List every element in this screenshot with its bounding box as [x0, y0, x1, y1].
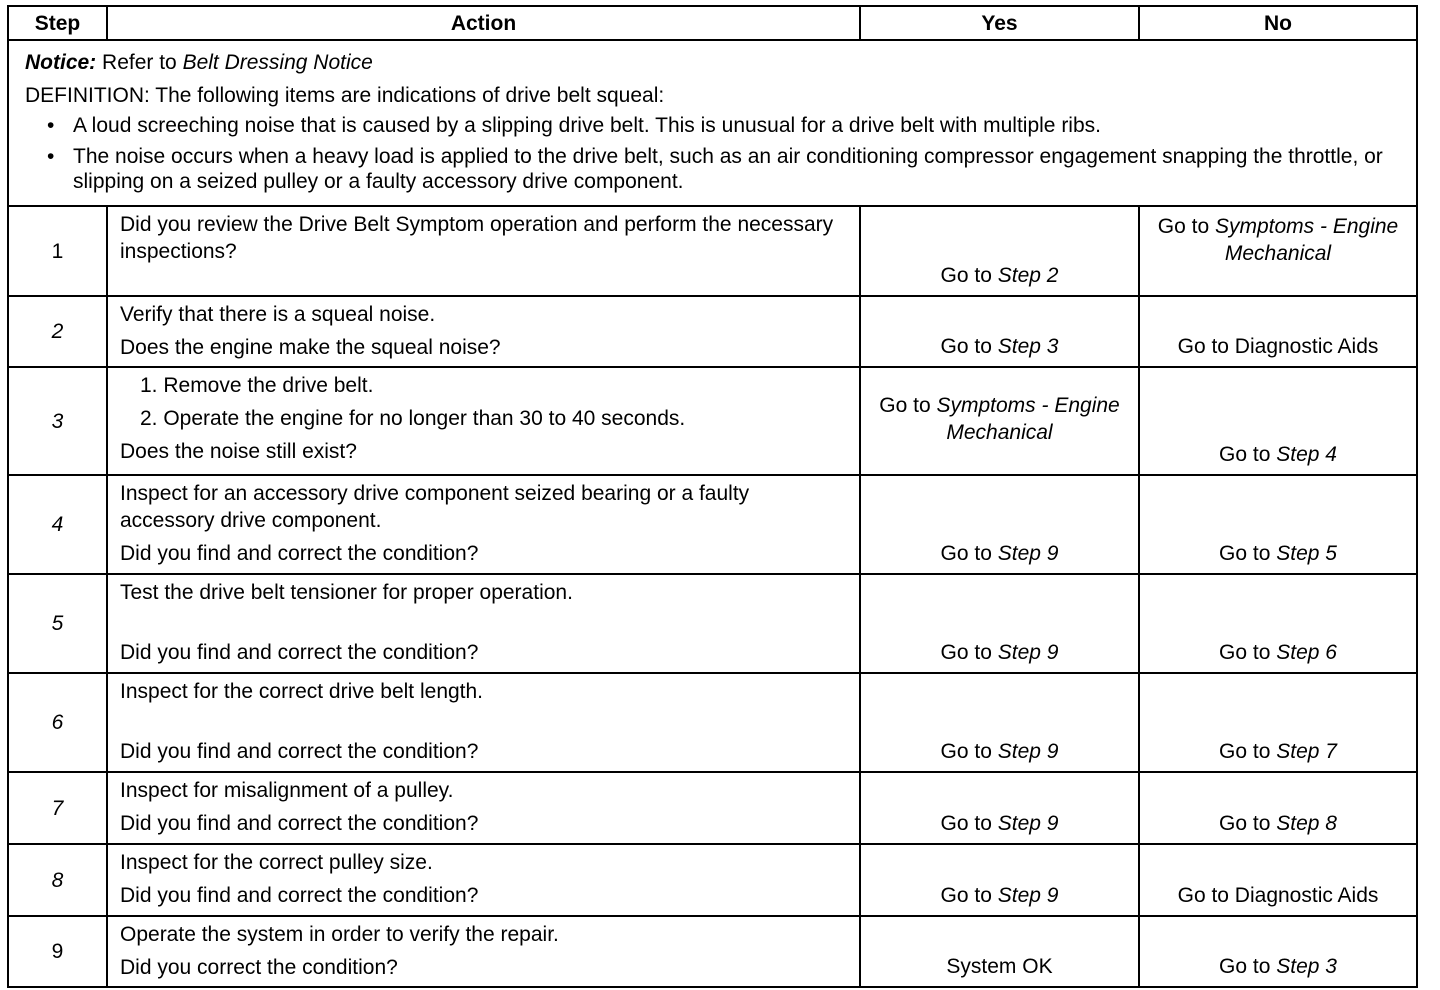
goto-text: Go to: [940, 264, 992, 287]
goto-text: Go to: [940, 884, 992, 907]
question-text: Does the engine make the squeal noise?: [120, 336, 501, 359]
yes-reference: Step 3: [997, 335, 1059, 358]
yes-cell: [860, 367, 1139, 475]
action-text: Inspect for misalignment of a pulley.: [120, 779, 454, 802]
action-cell: [107, 475, 860, 574]
no-text: Go to Diagnostic Aids: [1177, 884, 1379, 907]
list-item: 2. Operate the engine for no longer than 30 to 40 seconds.: [140, 407, 686, 430]
yes-reference: Step 9: [997, 542, 1059, 565]
no-reference: Step 7: [1276, 740, 1337, 763]
goto-text: Go to: [1219, 542, 1271, 565]
goto-text: Go to: [940, 542, 992, 565]
table-row: [8, 475, 1417, 574]
no-reference: Step 4: [1276, 443, 1337, 466]
yes-cell: [860, 916, 1139, 987]
notice-label: Notice:: [25, 50, 97, 74]
no-cell: [1139, 844, 1417, 916]
no-cell: [1139, 206, 1417, 296]
table-row: [8, 673, 1417, 772]
yes-reference: Step 9: [997, 740, 1059, 763]
yes-cell: [860, 844, 1139, 916]
yes-cell: [860, 673, 1139, 772]
step-number: 8: [8, 844, 107, 916]
substep-list: [120, 372, 849, 432]
yes-reference: Step 9: [997, 812, 1059, 835]
no-cell: [1139, 916, 1417, 987]
action-cell: [107, 916, 860, 987]
no-cell: [1139, 475, 1417, 574]
goto-text: Go to: [940, 740, 992, 763]
table-row: [8, 772, 1417, 844]
action-text: Operate the system in order to verify the repair.: [120, 923, 559, 946]
goto-text: Go to: [1219, 812, 1271, 835]
no-reference: Step 8: [1276, 812, 1337, 835]
goto-text: Go to: [879, 394, 931, 417]
notice-cell: [8, 40, 1417, 206]
no-cell: [1139, 367, 1417, 475]
bullet-text: The noise occurs when a heavy load is applied to the drive belt, such as an air conditioning compressor engagement snapping the throttle, or slipping on a seized pulley or a faulty accessory drive component.: [73, 144, 1383, 193]
no-cell: [1139, 296, 1417, 367]
step-number: 1: [8, 206, 107, 296]
step-number: 3: [8, 367, 107, 475]
notice-text: Refer to: [102, 50, 177, 74]
yes-cell: [860, 296, 1139, 367]
question-text: Did you correct the condition?: [120, 956, 398, 979]
goto-text: Go to: [1157, 215, 1210, 238]
notice-row: [8, 40, 1417, 206]
yes-reference: Step 9: [997, 884, 1059, 907]
header-row: [8, 6, 1417, 40]
step-number: 5: [8, 574, 107, 673]
definition-list: [25, 113, 1402, 194]
no-cell: [1139, 772, 1417, 844]
action-cell: [107, 574, 860, 673]
goto-text: Go to: [940, 641, 992, 664]
header-no: No: [1139, 6, 1417, 40]
table-row: [8, 367, 1417, 475]
table-row: [8, 844, 1417, 916]
definition-text: DEFINITION: The following items are indications of drive belt squeal:: [25, 83, 665, 107]
action-cell: [107, 844, 860, 916]
yes-cell: [860, 475, 1139, 574]
step-number: 4: [8, 475, 107, 574]
action-cell: [107, 296, 860, 367]
bullet-icon: •: [47, 144, 55, 168]
step-number: 6: [8, 673, 107, 772]
goto-text: Go to: [940, 335, 992, 358]
action-text: Did you review the Drive Belt Symptom operation and perform the necessary inspections?: [120, 213, 834, 263]
yes-cell: [860, 574, 1139, 673]
header-step: Step: [8, 6, 107, 40]
header-yes: Yes: [860, 6, 1139, 40]
yes-cell: [860, 206, 1139, 296]
notice-reference: Belt Dressing Notice: [182, 50, 373, 74]
notice-line: [25, 49, 1402, 76]
yes-text: System OK: [946, 955, 1053, 978]
yes-cell: [860, 772, 1139, 844]
action-text: Verify that there is a squeal noise.: [120, 303, 436, 326]
list-item: [47, 144, 1402, 194]
action-cell: [107, 772, 860, 844]
action-cell: [107, 367, 860, 475]
question-text: Did you find and correct the condition?: [120, 884, 479, 907]
no-cell: [1139, 673, 1417, 772]
goto-text: Go to: [1219, 641, 1271, 664]
step-number: 2: [8, 296, 107, 367]
no-cell: [1139, 574, 1417, 673]
diagnostic-table: [7, 5, 1418, 988]
question-text: Did you find and correct the condition?: [120, 740, 479, 763]
goto-text: Go to: [1219, 443, 1271, 466]
question-text: Does the noise still exist?: [120, 440, 357, 463]
no-reference: Step 5: [1276, 542, 1337, 565]
yes-reference: Step 2: [997, 264, 1059, 287]
table-row: [8, 296, 1417, 367]
question-text: Did you find and correct the condition?: [120, 641, 479, 664]
no-text: Go to Diagnostic Aids: [1177, 335, 1379, 358]
action-text: Inspect for an accessory drive component seized bearing or a faulty accessory drive component.: [120, 482, 750, 532]
diagnostic-table-container: [7, 5, 1416, 988]
goto-text: Go to: [1219, 740, 1271, 763]
goto-text: Go to: [940, 812, 992, 835]
action-text: Test the drive belt tensioner for proper operation.: [120, 581, 573, 604]
action-cell: [107, 206, 860, 296]
action-text: Inspect for the correct drive belt length.: [120, 680, 484, 703]
no-reference: Step 6: [1276, 641, 1337, 664]
no-reference: Symptoms - Engine Mechanical: [1214, 215, 1399, 265]
table-row: [8, 916, 1417, 987]
bullet-text: A loud screeching noise that is caused by a slipping drive belt. This is unusual for a drive belt with multiple ribs.: [73, 113, 1101, 137]
step-number: 7: [8, 772, 107, 844]
bullet-icon: •: [47, 113, 55, 137]
goto-text: Go to: [1219, 955, 1271, 978]
header-action: Action: [107, 6, 860, 40]
yes-reference: Step 9: [997, 641, 1059, 664]
list-item: [47, 113, 1402, 138]
action-cell: [107, 673, 860, 772]
question-text: Did you find and correct the condition?: [120, 542, 479, 565]
step-number: 9: [8, 916, 107, 987]
question-text: Did you find and correct the condition?: [120, 812, 479, 835]
yes-reference: Symptoms - Engine Mechanical: [936, 394, 1120, 444]
table-row: [8, 206, 1417, 296]
no-reference: Step 3: [1276, 955, 1337, 978]
action-text: Inspect for the correct pulley size.: [120, 851, 433, 874]
list-item: 1. Remove the drive belt.: [140, 374, 374, 397]
table-row: [8, 574, 1417, 673]
